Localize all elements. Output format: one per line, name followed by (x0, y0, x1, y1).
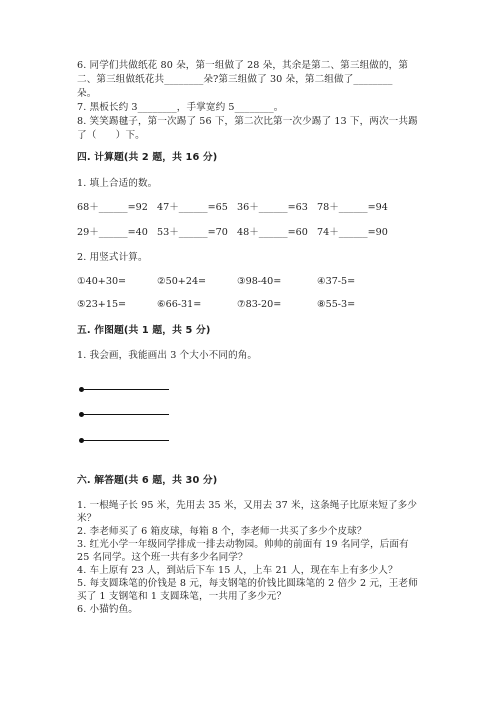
ray-line (82, 440, 169, 441)
question-8-line-1: 8. 笑笑踢毽子，第一次踢了 56 下，第二次比第一次少踢了 13 下，两次一共踢 (77, 116, 418, 127)
word-problem-2: 2. 李老师买了 6 箱皮球，每箱 8 个，李老师一共买了多少个皮球？ (77, 526, 367, 537)
ray-line (82, 389, 169, 390)
word-problem-1-line-2: 米？ (77, 513, 97, 524)
section-4-q1-title: 1. 填上合适的数。 (77, 178, 158, 189)
fill-blank-item: 68＋______=92 (77, 202, 148, 213)
fill-blank-item: 29＋______=40 (77, 227, 148, 238)
word-problem-1-line-1: 1. 一根绳子长 95 米，先用去 35 米，又用去 37 米，这条绳子比原来短了多少 (77, 500, 418, 511)
vertical-calc-item: ②50+24= (157, 276, 207, 287)
word-problem-6: 6. 小猫钓鱼。 (77, 604, 138, 615)
section-5-heading: 五. 作图题(共 1 题，共 5 分) (77, 325, 211, 336)
fill-blank-item: 78＋______=94 (317, 202, 388, 213)
vertical-calc-item: ①40+30= (77, 276, 127, 287)
section-6-heading: 六. 解答题(共 6 题，共 30 分) (77, 475, 218, 486)
question-6-line-2: 二、第三组做纸花共________朵?第三组做了 30 朵，第二组做了________ (77, 74, 393, 85)
ray-line (82, 414, 169, 415)
section-5-q1: 1. 我会画，我能画出 3 个大小不同的角。 (77, 350, 258, 361)
word-problem-4: 4. 车上原有 23 人，到站后下车 15 人，上车 21 人，现在车上有多少人？ (77, 565, 398, 576)
fill-blank-item: 48＋______=60 (237, 227, 308, 238)
vertical-calc-item: ④37-5= (317, 276, 356, 287)
word-problem-5-line-1: 5. 每支圆珠笔的价钱是 8 元，每支钢笔的价钱比圆珠笔的 2 倍少 2 元，王老师 (77, 578, 418, 589)
word-problem-3-line-2: 25 名同学。这个班一共有多少名同学？ (77, 552, 248, 563)
vertical-calc-item: ⑧55-3= (317, 299, 356, 310)
fill-blank-item: 74＋______=90 (317, 227, 388, 238)
vertical-calc-item: ⑦83-20= (237, 299, 282, 310)
fill-blank-item: 47＋______=65 (157, 202, 228, 213)
section-4-q2-title: 2. 用竖式计算。 (77, 252, 148, 263)
fill-blank-item: 53＋______=70 (157, 227, 228, 238)
word-problem-5-line-2: 买了 1 支钢笔和 1 支圆珠笔，一共用了多少元？ (77, 591, 287, 602)
question-7: 7. 黑板长约 3________，手掌宽约 5________。 (77, 102, 284, 113)
vertical-calc-item: ③98-40= (237, 276, 282, 287)
fill-blank-item: 36＋______=63 (237, 202, 308, 213)
question-6-line-3: 朵。 (77, 88, 97, 99)
question-8-line-2: 了（ ）下。 (77, 130, 145, 141)
vertical-calc-item: ⑤23+15= (77, 299, 127, 310)
vertical-calc-item: ⑥66-31= (157, 299, 202, 310)
section-4-heading: 四. 计算题(共 2 题，共 16 分) (77, 152, 218, 163)
word-problem-3-line-1: 3. 红光小学一年级同学排成一排去动物园。帅帅的前面有 19 名同学，后面有 (77, 539, 409, 550)
question-6-line-1: 6. 同学们共做纸花 80 朵，第一组做了 28 朵，其余是第二、第三组做的，第 (77, 60, 409, 71)
